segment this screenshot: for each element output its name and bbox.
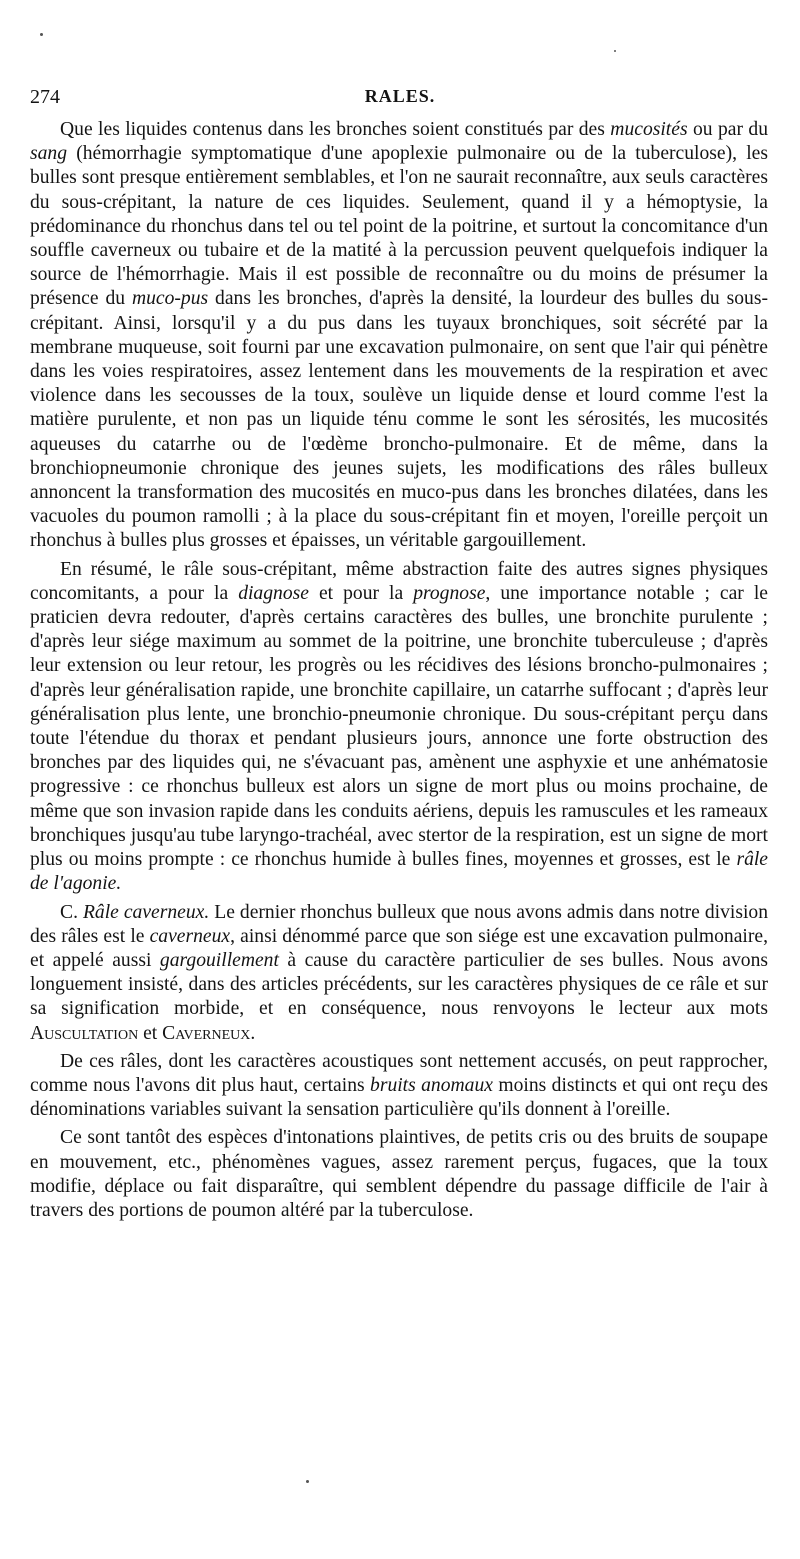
page-number: 274 bbox=[30, 86, 60, 108]
text-run: et bbox=[138, 1022, 163, 1044]
text-run: (hémorrhagie symptomatique d'une apoplexie pulmonaire ou de la tuberculose), les bulles sont presque entièrement semblables, et l'on ne saurait reconnaître, aux seuls caractères du sous-crépitant, la nature de ces liquides. Seulement, quand il y a hémoptysie, la prédominance du rhonchus dans tel ou tel point de la poitrine, et surtout la concomitance d'un souffle caverneux ou tubaire et de la matité à la percussion peuvent quelquefois indiquer la source de l'hémorrhagie. Mais il est possible de reconnaître ou du moins de présumer la présence du bbox=[30, 143, 768, 310]
emphasis: diagnose bbox=[238, 582, 309, 604]
running-title: RALES. bbox=[364, 86, 436, 106]
emphasis: sang bbox=[30, 143, 68, 165]
text-run: Le dernier rhonchus bulleux que nous avons admis dans notre division des râles est le bbox=[30, 901, 769, 947]
text-run: Ce sont tantôt des espèces d'intonations plaintives, de petits cris ou des bruits de soupape en mouvement, etc., phénomènes vagues, assez rarement perçus, fugaces, que la toux modifie, déplace ou fait disparaître, qui semblent dépendre du passage difficile de l'air à travers des portions de poumon altéré par la tuberculose. bbox=[30, 1127, 768, 1221]
paragraph-1 bbox=[30, 118, 768, 554]
section-letter: C. bbox=[60, 901, 83, 923]
emphasis: bruits anomaux bbox=[370, 1074, 493, 1096]
text-run: dans les bronches, d'après la densité, la lourdeur des bulles du sous-crépitant. Ainsi, lorsqu'il y a du pus dans les tuyaux bronchiques, soit sécrété par la membrane muqueuse, soit fourni par une excavation pulmonaire, on sent que l'air qui pénètre dans les voies respiratoires, assez lentement dans les mouvements de la respiration et avec violence dans les secousses de la toux, soulève un liquide dense et lourd comme l'est la matière purulente, et non pas un liquide ténu comme le sont les sérosités, les mucosités aqueuses du catarrhe ou de l'œdème broncho-pulmonaire. Et de même, dans la bronchiopneumonie chronique des jeunes sujets, les modifications des râles bulleux annoncent la transformation des mucosités en muco-pus dans les bronches dilatées, dans les vacuoles du poumon ramolli ; à la place du sous-crépitant fin et moyen, l'oreille perçoit un rhonchus à bulles plus grosses et épaisses, un véritable gargouillement. bbox=[30, 288, 769, 552]
cross-reference: Caverneux bbox=[162, 1022, 251, 1044]
cross-reference: Auscultation bbox=[30, 1022, 139, 1044]
text-run: . bbox=[250, 1022, 256, 1044]
emphasis: râle de l'agonie. bbox=[30, 849, 768, 895]
print-speck bbox=[40, 33, 43, 36]
paragraph-4 bbox=[30, 1050, 768, 1123]
text-run: moins distincts et qui ont reçu des dénominations variables suivant la sensation particulière qu'ils donnent à l'oreille. bbox=[30, 1074, 768, 1121]
text-run: De ces râles, dont les caractères acoustiques sont nettement accusés, on peut rapprocher, comme nous l'avons dit plus haut, certains bbox=[30, 1050, 768, 1096]
section-heading: Râle caverneux. bbox=[82, 901, 210, 923]
emphasis: gargouillement bbox=[159, 949, 279, 971]
text-run: , une importance notable ; car le praticien devra redouter, d'après certains caractères des bulles, une bronchite purulente ; d'après leur siége maximum au sommet de la poitrine, une bronchite tuberculeuse ; d'après leur extension ou leur retour, les progrès ou les récidives des lésions broncho-pulmonaires ; d'après leur généralisation rapide, une bronchite capillaire, un catarrhe suffocant ; d'après leur généralisation plus lente, une bronchio-pneumonie chronique. Du sous-crépitant perçu dans toute l'étendue du thorax et pendant plusieurs jours, annonce une forte obstruction des bronches par des liquides qui, ne s'évacuant pas, amènent une asphyxie et une anhématosie progressive : ce rhonchus bulleux est alors un signe de mort plus ou moins prochaine, de même que son invasion rapide dans les conduits aériens, depuis les ramuscules et les rameaux bronchiques jusqu'au tube laryngo-trachéal, avec stertor de la respiration, est un signe de mort plus ou moins prompte : ce rhonchus humide à bulles fines, moyennes et grosses, est le bbox=[30, 582, 768, 871]
emphasis: prognose bbox=[413, 582, 486, 604]
text-run: ou par du bbox=[687, 119, 769, 140]
print-speck bbox=[614, 50, 616, 52]
text-run: , ainsi dénommé parce que son siége est une excavation pulmonaire, et appelé aussi bbox=[30, 925, 768, 971]
paragraph-5 bbox=[30, 1126, 768, 1223]
body-text bbox=[30, 118, 768, 1223]
text-run: En résumé, le râle sous-crépitant, même abstraction faite des autres signes physiques concomitants, a pour la bbox=[30, 558, 768, 604]
page-header bbox=[30, 86, 770, 116]
paragraph-3 bbox=[30, 901, 768, 1046]
emphasis: muco-pus bbox=[131, 288, 209, 310]
emphasis: mucosités bbox=[610, 119, 688, 140]
paragraph-2 bbox=[30, 558, 768, 897]
text-run: Que les liquides contenus dans les bronches soient constitués par des bbox=[60, 119, 611, 140]
text-run: et pour la bbox=[308, 582, 414, 604]
emphasis: caverneux bbox=[149, 925, 231, 947]
text-run: à cause du caractère particulier de ses bulles. Nous avons longuement insisté, dans des articles précédents, sur les caractères physiques de ce râle et sur sa signification morbide, et en conséquence, nous renvoyons le lecteur aux mots bbox=[30, 949, 768, 1020]
print-speck bbox=[306, 1480, 309, 1483]
